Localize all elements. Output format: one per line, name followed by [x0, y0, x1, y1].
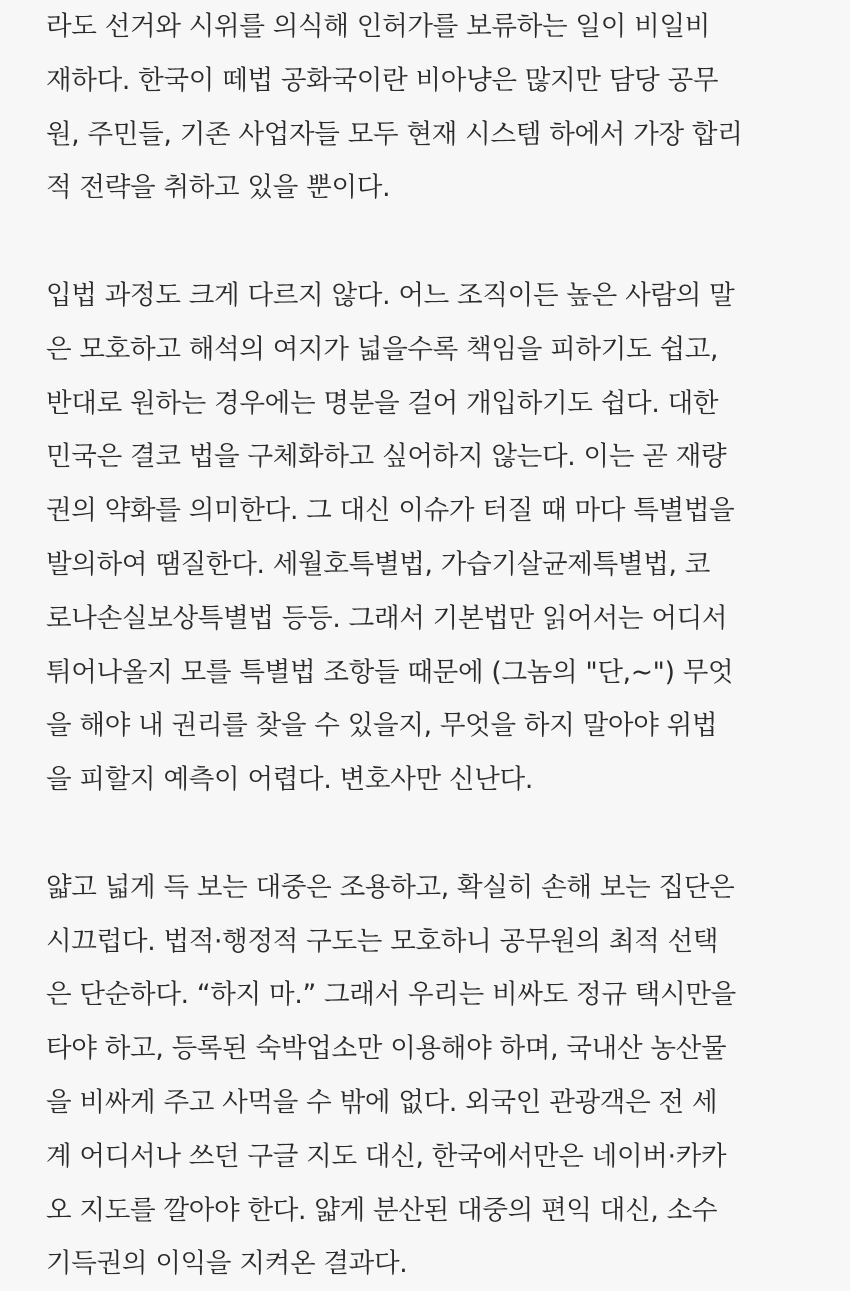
paragraph-1 — [46, 0, 814, 215]
text-line: 로나손실보상특별법 등등. 그래서 기본법만 읽어서는 어디서 — [46, 602, 728, 634]
text-line: 권의 약화를 의미한다. 그 대신 이슈가 터질 때 마다 특별법을 — [46, 495, 735, 527]
text-line: 민국은 결코 법을 구체화하고 싶어하지 않는다. 이는 곧 재량 — [46, 441, 727, 473]
text-line: 을 피할지 예측이 어렵다. 변호사만 신난다. — [46, 764, 533, 796]
text-line: 을 비싸게 주고 사먹을 수 밖에 없다. 외국인 관광객은 전 세 — [46, 1086, 718, 1118]
text-line: 반대로 원하는 경우에는 명분을 걸어 개입하기도 쉽다. 대한 — [46, 387, 719, 419]
text-line: 타야 하고, 등록된 숙박업소만 이용해야 하며, 국내산 농산물 — [46, 1033, 727, 1065]
text-line: 발의하여 땜질한다. 세월호특별법, 가습기살균제특별법, 코 — [46, 548, 711, 580]
text-line: 오 지도를 깔아야 한다. 얇게 분산된 대중의 편익 대신, 소수 — [46, 1194, 718, 1226]
text-line: 재하다. 한국이 떼법 공화국이란 비아냥은 많지만 담당 공무 — [46, 64, 719, 96]
paragraph-2 — [46, 269, 814, 807]
text-line: 튀어나올지 모를 특별법 조항들 때문에 (그놈의 "단,~") 무엇 — [46, 656, 734, 688]
text-line: 적 전략을 취하고 있을 뿐이다. — [46, 172, 391, 204]
paragraph-spacer — [46, 807, 814, 861]
text-line: 기득권의 이익을 지켜온 결과다. — [46, 1248, 408, 1280]
text-line: 시끄럽다. 법적·행정적 구도는 모호하니 공무원의 최적 선택 — [46, 925, 719, 957]
text-line: 을 해야 내 권리를 찾을 수 있을지, 무엇을 하지 말아야 위법 — [46, 710, 718, 742]
text-line: 얇고 넓게 득 보는 대중은 조용하고, 확실히 손해 보는 집단은 — [46, 871, 735, 903]
text-line: 은 단순하다. “하지 마.” 그래서 우리는 비싸도 정규 택시만을 — [46, 979, 736, 1011]
paragraph-spacer — [46, 215, 814, 269]
text-line: 라도 선거와 시위를 의식해 인허가를 보류하는 일이 비일비 — [46, 11, 711, 42]
paragraph-3 — [46, 861, 814, 1291]
text-line: 원, 주민들, 기존 사업자들 모두 현재 시스템 하에서 가장 합리 — [46, 118, 743, 150]
text-line: 은 모호하고 해석의 여지가 넓을수록 책임을 피하기도 쉽고, — [46, 333, 719, 365]
text-line: 계 어디서나 쓰던 구글 지도 대신, 한국에서만은 네이버·카카 — [46, 1140, 727, 1172]
text-line: 입법 과정도 크게 다르지 않다. 어느 조직이든 높은 사람의 말 — [46, 279, 735, 311]
article-body — [46, 0, 814, 1291]
